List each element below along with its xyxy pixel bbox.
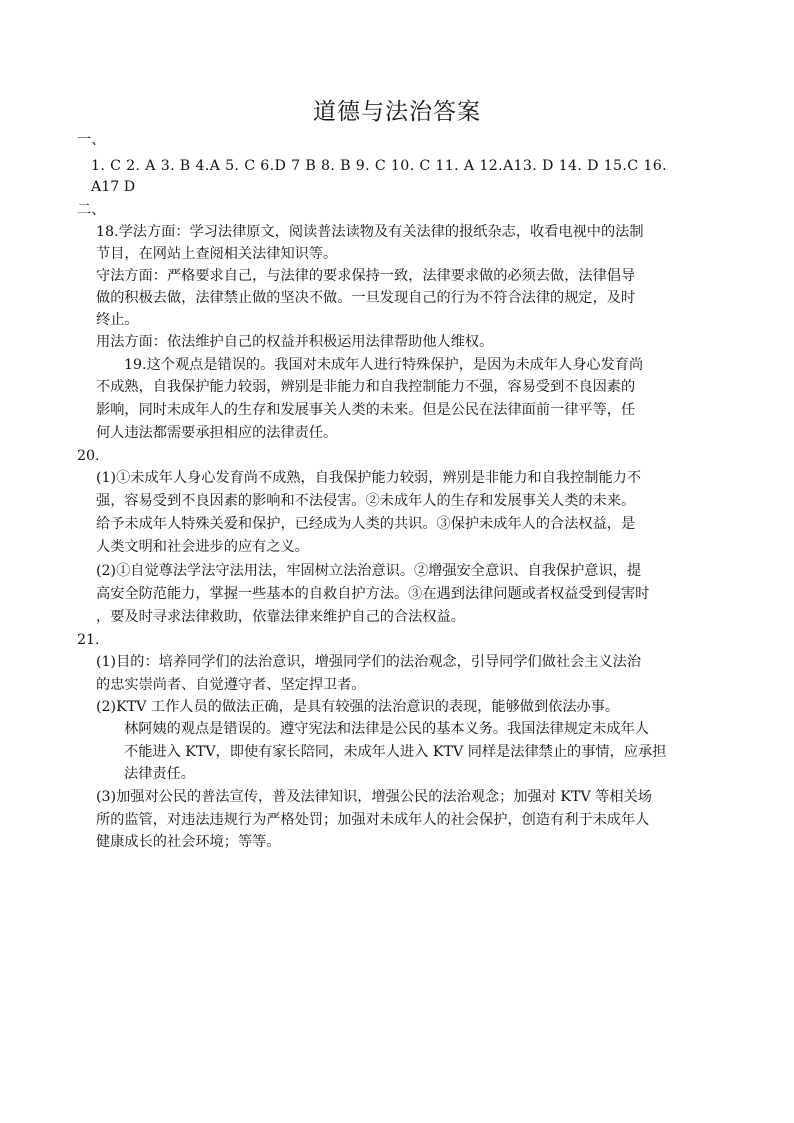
q18-line-4: 做的积极去做，法律禁止做的坚决不做。一旦发现自己的行为不符合法律的规定，及时: [96, 290, 636, 306]
q21-line-6: 法律责任。: [124, 766, 195, 782]
q21-line-2: 的忠实崇尚者、自觉遵守者、坚定捍卫者。: [96, 677, 366, 693]
answers-line-2: A17 D: [91, 179, 136, 195]
q18-line-1: 18.学法方面：学习法律原文，阅读普法读物及有关法律的报纸杂志，收看电视中的法制: [96, 224, 644, 240]
q19-line-1: 19.这个观点是错误的。我国对未成年人进行特殊保护，是因为未成年人身心发育尚: [124, 357, 644, 373]
q21-line-3: (2)KTV 工作人员的做法正确，是具有较强的法治意识的表现，能够做到依法办事。: [96, 699, 620, 715]
q20-line-4: 人类文明和社会进步的应有之义。: [96, 539, 309, 555]
q20-line-6: 高安全防范能力，掌握一些基本的自救自护方法。③在遇到法律问题或者权益受到侵害时: [96, 586, 650, 602]
q20-number: 20.: [77, 448, 100, 464]
q21-line-7: (3)加强对公民的普法宣传，普及法律知识，增强公民的法治观念；加强对 KTV 等相关场: [96, 789, 652, 805]
q20-line-5: (2)①自觉尊法学法守法用法，牢固树立法治意识。②增强安全意识、自我保护意识，提: [96, 563, 642, 579]
q21-line-5: 不能进入 KTV，即使有家长陪同，未成年人进入 KTV 同样是法律禁止的事情，应承担: [124, 744, 667, 760]
section-two-mark: 二、: [77, 202, 106, 218]
q20-line-2: 强，容易受到不良因素的影响和不法侵害。②未成年人的生存和发展事关人类的未来。: [96, 493, 636, 509]
q20-line-3: 给予未成年人特殊关爱和保护，已经成为人类的共识。③保护未成年人的合法权益，是: [96, 516, 636, 532]
q18-line-5: 终止。: [96, 312, 139, 328]
q19-line-4: 何人违法都需要承担相应的法律责任。: [96, 425, 338, 441]
q21-line-8: 所的监管，对违法违规行为严格处罚；加强对未成年人的社会保护，创造有利于未成年人: [96, 812, 650, 828]
q20-line-7: ，要及时寻求法律救助，依靠法律来维护自己的合法权益。: [96, 609, 465, 625]
q18-line-3: 守法方面：严格要求自己，与法律的要求保持一致，法律要求做的必须去做，法律倡导: [96, 268, 636, 284]
q20-line-1: (1)①未成年人身心发育尚不成熟，自我保护能力较弱，辨别是非能力和自我控制能力不: [96, 470, 642, 486]
page-title: 道德与法治答案: [313, 99, 481, 125]
q21-line-1: (1)目的：培养同学们的法治意识，增强同学们的法治观念，引导同学们做社会主义法治: [96, 654, 642, 670]
q18-line-2: 节目，在网站上查阅相关法律知识等。: [96, 246, 338, 262]
answers-line-1: 1. C 2. A 3. B 4.A 5. C 6.D 7 B 8. B 9. C 10. C 11. A 12.A13. D 14. D 15.C 16.: [91, 158, 667, 174]
q19-line-3: 影响，同时未成年人的生存和发展事关人类的未来。但是公民在法律面前一律平等，任: [96, 402, 636, 418]
q21-line-9: 健康成长的社会环境；等等。: [96, 834, 281, 850]
section-one-mark: 一、: [77, 132, 106, 148]
q21-line-4: 林阿姨的观点是错误的。遵守宪法和法律是公民的基本义务。我国法律规定未成年人: [124, 721, 649, 737]
q21-number: 21.: [77, 632, 100, 648]
q18-line-6: 用法方面：依法维护自己的权益并积极运用法律帮助他人维权。: [96, 334, 494, 350]
q19-line-2: 不成熟，自我保护能力较弱，辨别是非能力和自我控制能力不强，容易受到不良因素的: [96, 379, 636, 395]
